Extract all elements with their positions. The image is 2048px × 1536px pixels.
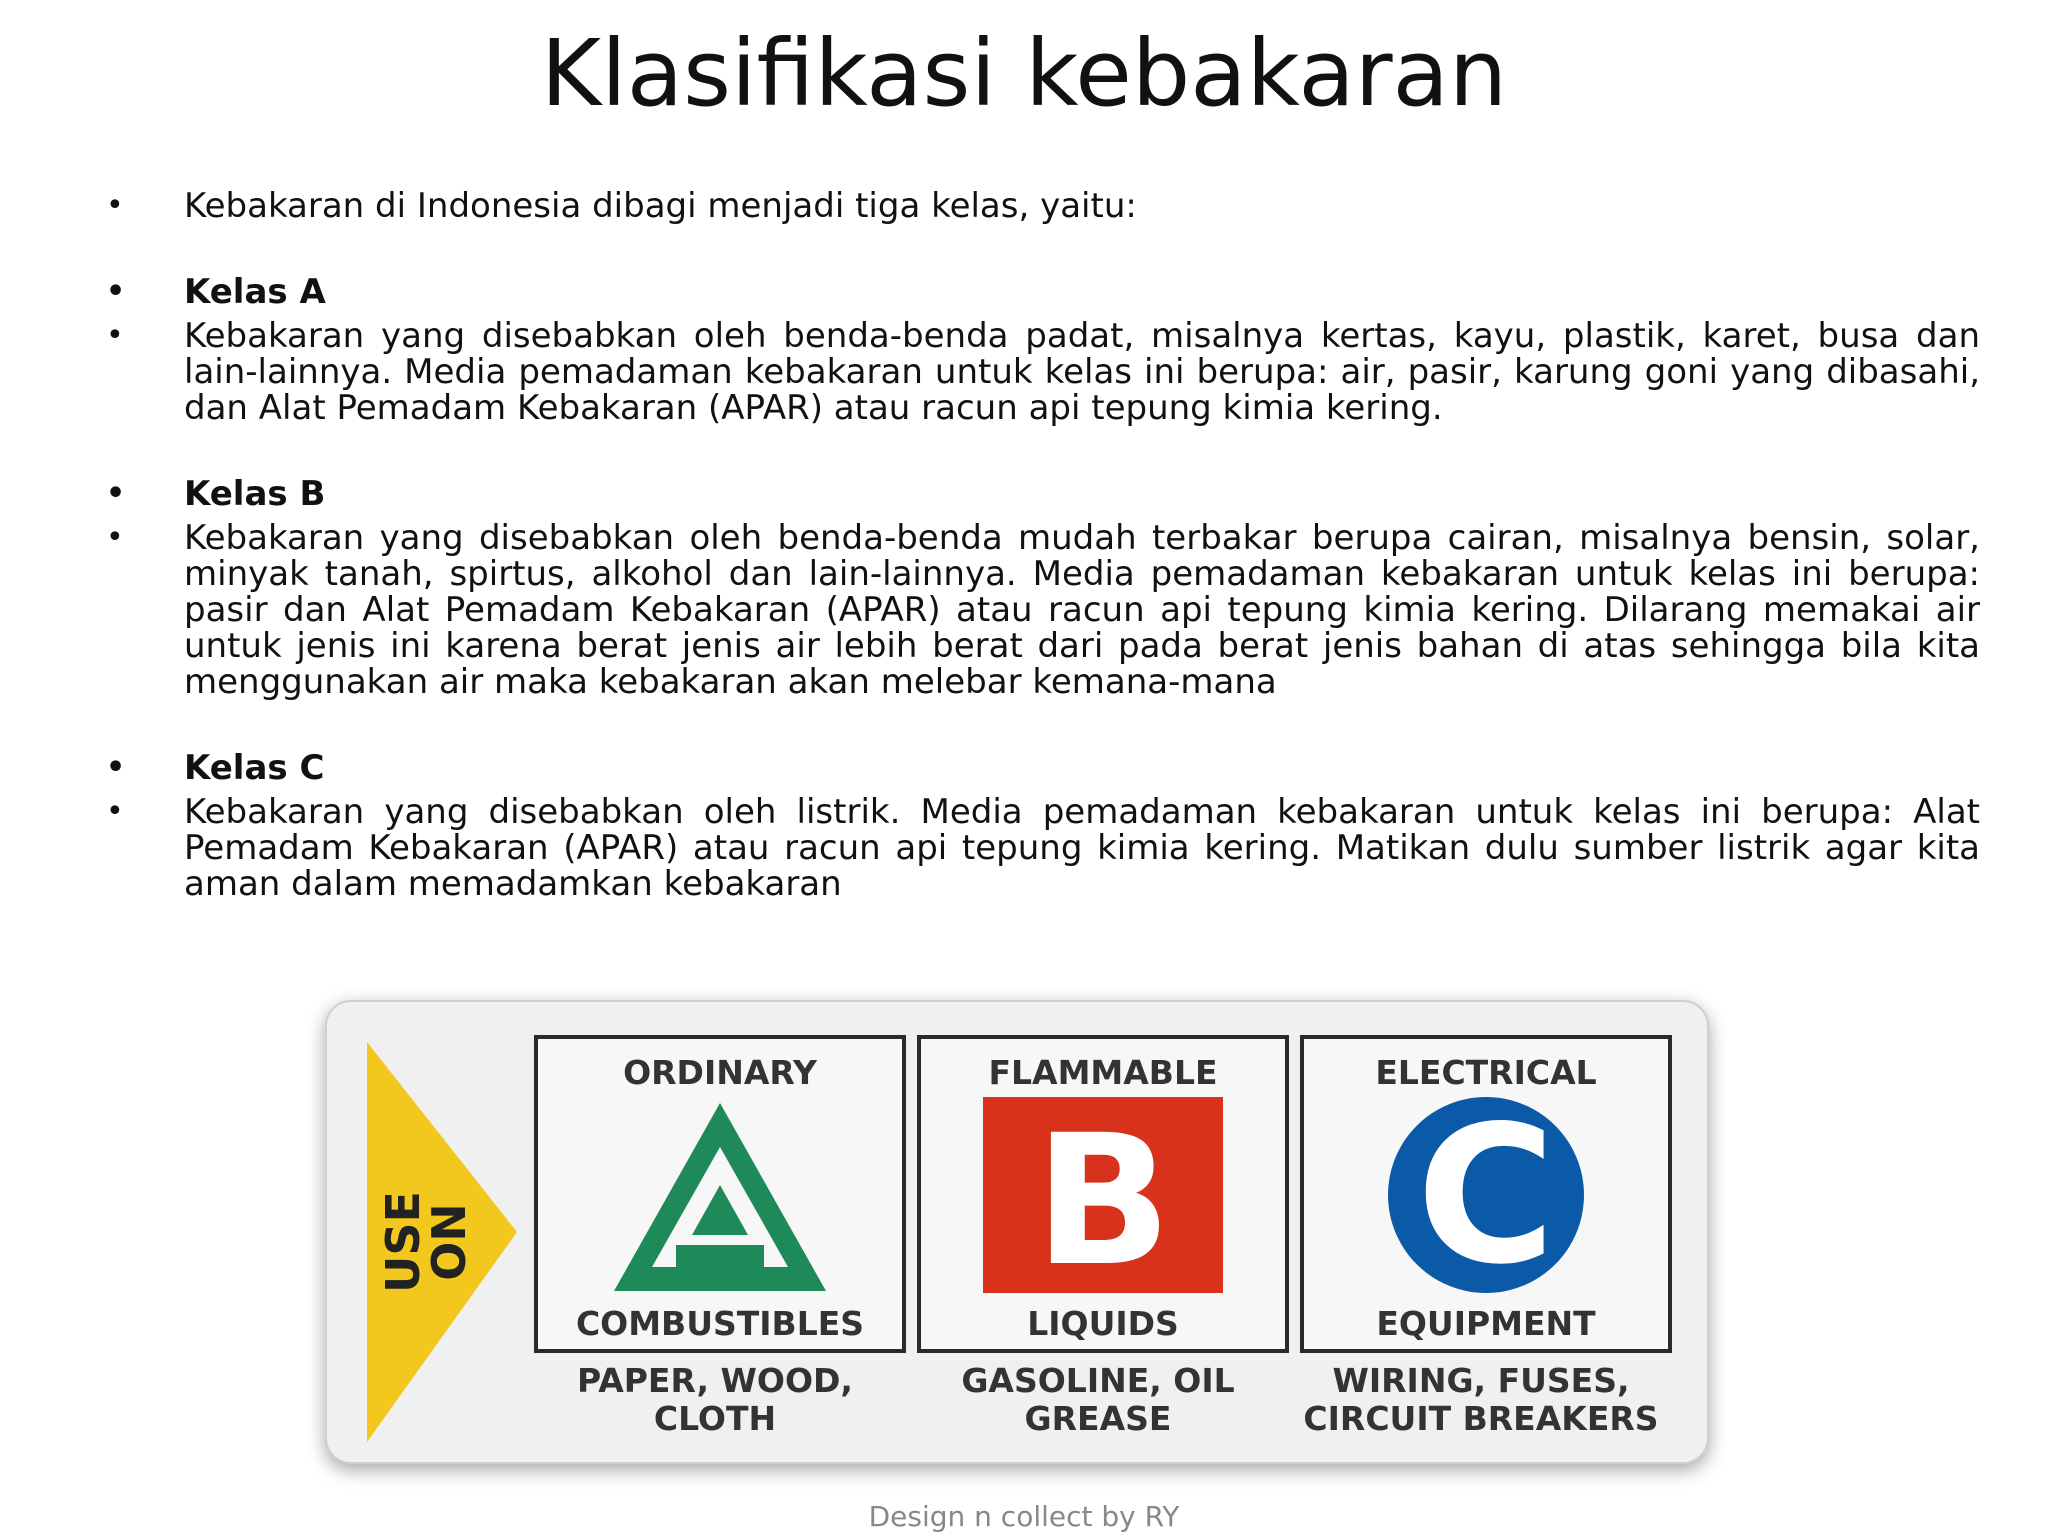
footer-caption: Design n collect by RY xyxy=(868,1500,1180,1533)
class-c-examples xyxy=(1291,1362,1671,1438)
bullet-icon: • xyxy=(106,750,126,785)
bullet-icon: • xyxy=(106,476,126,511)
class-b-bottom-label: LIQUIDS xyxy=(1027,1304,1179,1343)
class-a-bottom-label: COMBUSTIBLES xyxy=(575,1304,865,1343)
class-a-description: Kebakaran yang disebabkan oleh benda-benda padat, misalnya kertas, kayu, plastik, karet, busa dan lain-lainnya. Media pemadaman kebakaran untuk kelas ini berupa: air, pasir, karung goni yang dibasahi, dan Alat Pemadam Kebakaran (APAR) atau racun api tepung kimia kering. xyxy=(184,316,1980,428)
class-c-panel xyxy=(1300,1035,1672,1353)
class-b-examples xyxy=(908,1362,1288,1438)
intro-text: Kebakaran di Indonesia dibagi menjadi tiga kelas, yaitu: xyxy=(184,186,1137,226)
class-b-examples-line-2: GREASE xyxy=(1024,1399,1172,1438)
class-b-panel xyxy=(917,1035,1289,1353)
class-c-top-label: ELECTRICAL xyxy=(1375,1053,1597,1092)
class-c-heading: Kelas C xyxy=(184,748,325,788)
list-item xyxy=(100,188,1980,224)
class-b-description: Kebakaran yang disebabkan oleh benda-benda mudah terbakar berupa cairan, misalnya bensin, solar, minyak tanah, spirtus, alkohol dan lain-lainnya. Media pemadaman kebakaran untuk kelas ini berupa: pasir dan Alat Pemadam Kebakaran (APAR) atau racun api tepung kimia kering. Dilarang memakai air untuk jenis ini karena berat jenis air lebih berat dari pada berat jenis bahan di atas sehingga bila kita menggunakan air maka kebakaran akan melebar kemana-mana xyxy=(184,518,1980,702)
class-c-examples-line-2: CIRCUIT BREAKERS xyxy=(1303,1399,1659,1438)
list-item xyxy=(100,750,1980,786)
class-b-examples-line-1: GASOLINE, OIL xyxy=(961,1361,1235,1400)
class-a-panel xyxy=(534,1035,906,1353)
class-a-examples-line-2: CLOTH xyxy=(653,1399,777,1438)
class-a-heading: Kelas A xyxy=(184,272,326,312)
bullet-icon: • xyxy=(106,274,126,309)
class-a-top-label: ORDINARY xyxy=(623,1053,817,1092)
triangle-a-icon xyxy=(538,1095,902,1295)
class-b-letter: B xyxy=(1034,1097,1172,1295)
slide-title: Klasifikasi kebakaran xyxy=(540,20,1508,127)
use-on-text-line-1: USE xyxy=(376,1191,430,1293)
bullet-icon: • xyxy=(106,794,124,829)
class-a-examples-line-1: PAPER, WOOD, xyxy=(577,1361,853,1400)
square-b-icon xyxy=(921,1095,1285,1295)
class-b-top-label: FLAMMABLE xyxy=(988,1053,1218,1092)
class-b-heading: Kelas B xyxy=(184,474,326,514)
list-item xyxy=(100,794,1980,902)
circle-c-icon xyxy=(1304,1095,1668,1295)
use-on-triangle-icon xyxy=(367,1042,517,1442)
list-item xyxy=(100,274,1980,310)
list-item xyxy=(100,318,1980,426)
use-on-text-line-2: ON xyxy=(422,1203,476,1281)
bullet-icon: • xyxy=(106,188,124,223)
class-c-letter: C xyxy=(1416,1095,1556,1295)
fire-class-label-image xyxy=(325,1000,1709,1464)
list-item xyxy=(100,476,1980,512)
class-a-examples xyxy=(525,1362,905,1438)
list-item xyxy=(100,520,1980,700)
bullet-icon: • xyxy=(106,318,124,353)
class-c-bottom-label: EQUIPMENT xyxy=(1376,1304,1596,1343)
bullet-list xyxy=(100,188,1980,902)
bullet-icon: • xyxy=(106,520,124,555)
class-c-examples-line-1: WIRING, FUSES, xyxy=(1332,1361,1630,1400)
class-c-description: Kebakaran yang disebabkan oleh listrik. Media pemadaman kebakaran untuk kelas ini berupa: Alat Pemadam Kebakaran (APAR) atau racun api tepung kimia kering. Matikan dulu sumber listrik agar kita aman dalam memadamkan kebakaran xyxy=(184,792,1980,904)
